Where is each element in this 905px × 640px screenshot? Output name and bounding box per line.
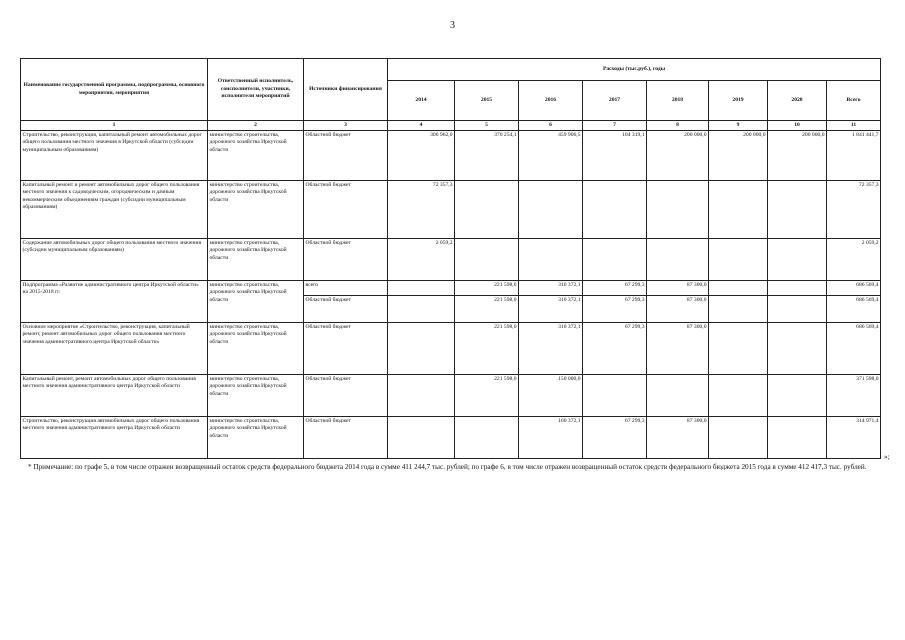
amount-cell	[709, 239, 768, 281]
column-number: 11	[827, 121, 881, 131]
total-cell: 686 569,4	[827, 296, 881, 323]
column-number: 9	[709, 121, 768, 131]
amount-cell	[768, 181, 827, 239]
amount-cell	[768, 281, 827, 296]
amount-cell: 221 598,0	[455, 281, 519, 296]
amount-cell	[768, 417, 827, 459]
column-number: 2	[208, 121, 304, 131]
program-name-cell: Содержание автомобильных дорог общего пользования местного значения (субсидии муниципальным образованиям)	[21, 239, 208, 281]
header-executor: Ответственный исполнитель, соисполнители, участники, исполнители мероприятий	[208, 59, 304, 121]
program-name-cell: Капитальный ремонт, ремонт автомобильных дорог общего пользования местного значения административного центра Иркутской области	[21, 375, 208, 417]
amount-cell	[388, 375, 455, 417]
amount-cell	[768, 239, 827, 281]
amount-cell	[709, 417, 768, 459]
amount-cell	[709, 375, 768, 417]
amount-cell: 160 372,1	[519, 417, 583, 459]
funding-source-cell: Областной бюджет	[304, 181, 388, 239]
amount-cell: 306 962,0	[388, 131, 455, 181]
executor-cell: министерство строительства, дорожного хозяйства Иркутской области	[208, 417, 304, 459]
amount-cell: 310 372,1	[519, 281, 583, 296]
amount-cell: 72 357,3	[388, 181, 455, 239]
table-row	[21, 131, 881, 181]
total-cell: 686 569,4	[827, 323, 881, 375]
header-name: Наименование государственной программы, подпрограммы, основного мероприятия, мероприятия	[21, 59, 208, 121]
amount-cell	[388, 417, 455, 459]
amount-cell	[519, 181, 583, 239]
funding-source-cell: Областной бюджет	[304, 131, 388, 181]
amount-cell: 67 299,3	[583, 323, 647, 375]
amount-cell	[647, 239, 709, 281]
executor-cell: министерство строительства, дорожного хозяйства Иркутской области	[208, 181, 304, 239]
program-name-cell: Капитальный ремонт и ремонт автомобильных дорог общего пользования местного значения к садоводческим, огородническим и дачным некоммерческим объединениям граждан (субсидии муниципальным образованиям)	[21, 181, 208, 239]
amount-cell: 221 598,0	[455, 375, 519, 417]
header-expenses: Расходы (тыс.руб.), годы	[388, 59, 881, 81]
total-cell: 72 357,3	[827, 181, 881, 239]
header-year-2: 2016	[519, 81, 583, 121]
table-row	[21, 417, 881, 459]
footnote: * Примечание: по графе 5, в том числе отражен возвращенный остаток средств федерального бюджета 2014 года в сумме 411 244,7 тыс. рублей; по графе 6, в том числе отражен возвращенный остаток средств федерального бюджета 2015 года в сумме 412 417,3 тыс. рублей.	[28, 463, 867, 471]
amount-cell: 221 598,0	[455, 323, 519, 375]
table-row	[21, 375, 881, 417]
column-number: 8	[647, 121, 709, 131]
header-year-5: 2019	[709, 81, 768, 121]
amount-cell	[768, 375, 827, 417]
amount-cell	[647, 181, 709, 239]
amount-cell	[709, 296, 768, 323]
table-row	[21, 281, 881, 296]
funding-source-cell: Областной бюджет	[304, 239, 388, 281]
amount-cell: 2 059,2	[388, 239, 455, 281]
executor-cell: министерство строительства, дорожного хозяйства Иркутской области	[208, 281, 304, 323]
header-year-3: 2017	[583, 81, 647, 121]
column-number: 3	[304, 121, 388, 131]
executor-cell: министерство строительства, дорожного хозяйства Иркутской области	[208, 323, 304, 375]
column-number: 10	[768, 121, 827, 131]
total-cell: 1 841 441,7	[827, 131, 881, 181]
program-name-cell: Подпрограмма «Развитие административного центра Иркутской области» на 2015-2018 гг.	[21, 281, 208, 323]
amount-cell	[388, 296, 455, 323]
amount-cell	[455, 417, 519, 459]
funding-source-cell: Областной бюджет	[304, 375, 388, 417]
amount-cell: 67 299,3	[583, 417, 647, 459]
closing-quote-mark: »;	[884, 452, 890, 461]
amount-cell: 221 598,0	[455, 296, 519, 323]
amount-cell: 150 000,0	[519, 375, 583, 417]
executor-cell: министерство строительства, дорожного хозяйства Иркутской области	[208, 131, 304, 181]
amount-cell	[768, 323, 827, 375]
amount-cell	[455, 181, 519, 239]
amount-cell: 87 300,0	[647, 417, 709, 459]
executor-cell: министерство строительства, дорожного хозяйства Иркутской области	[208, 375, 304, 417]
column-number: 1	[21, 121, 208, 131]
total-cell: 371 598,0	[827, 375, 881, 417]
amount-cell: 200 000,0	[768, 131, 827, 181]
amount-cell	[768, 296, 827, 323]
funding-source-cell: всего	[304, 281, 388, 296]
header-year-0: 2014	[388, 81, 455, 121]
amount-cell	[709, 281, 768, 296]
header-year-6: 2020	[768, 81, 827, 121]
program-name-cell: Основное мероприятие «Строительство, реконструкция, капитальный ремонт, ремонт автомобильных дорог общего пользования местного значения административного центра Иркутской области»	[21, 323, 208, 375]
amount-cell: 310 372,1	[519, 323, 583, 375]
program-name-cell: Строительство, реконструкция автомобильных дорог общего пользования местного значения административного центра Иркутской области	[21, 417, 208, 459]
header-source: Источники финансирования	[304, 59, 388, 121]
page-number: 3	[450, 20, 455, 31]
amount-cell: 67 299,3	[583, 281, 647, 296]
executor-cell: министерство строительства, дорожного хозяйства Иркутской области	[208, 239, 304, 281]
amount-cell: 87 300,0	[647, 281, 709, 296]
amount-cell: 370 254,1	[455, 131, 519, 181]
amount-cell: 200 000,0	[709, 131, 768, 181]
funding-source-cell: Областной бюджет	[304, 296, 388, 323]
amount-cell	[583, 375, 647, 417]
amount-cell	[647, 375, 709, 417]
amount-cell	[388, 281, 455, 296]
expenditure-table	[20, 58, 881, 459]
header-year-1: 2015	[455, 81, 519, 121]
funding-source-cell: Областной бюджет	[304, 417, 388, 459]
amount-cell	[519, 239, 583, 281]
column-number: 7	[583, 121, 647, 131]
amount-cell: 104 319,1	[583, 131, 647, 181]
funding-source-cell: Областной бюджет	[304, 323, 388, 375]
header-year-7: Всего	[827, 81, 881, 121]
header-year-4: 2018	[647, 81, 709, 121]
amount-cell: 87 300,0	[647, 323, 709, 375]
total-cell: 2 059,2	[827, 239, 881, 281]
amount-cell	[583, 239, 647, 281]
program-name-cell: Строительство, реконструкция, капитальный ремонт автомобильных дорог общего пользования местного значения в Иркутской области (субсидии муниципальным образованиям)	[21, 131, 208, 181]
table-row	[21, 181, 881, 239]
amount-cell	[709, 323, 768, 375]
amount-cell: 87 300,0	[647, 296, 709, 323]
amount-cell	[388, 323, 455, 375]
amount-cell: 310 372,1	[519, 296, 583, 323]
amount-cell: 459 906,5	[519, 131, 583, 181]
column-number: 5	[455, 121, 519, 131]
amount-cell	[583, 181, 647, 239]
amount-cell	[709, 181, 768, 239]
column-number: 4	[388, 121, 455, 131]
table-row	[21, 323, 881, 375]
table-row	[21, 239, 881, 281]
amount-cell	[455, 239, 519, 281]
amount-cell: 67 299,3	[583, 296, 647, 323]
total-cell: 686 569,4	[827, 281, 881, 296]
total-cell: 314 971,4	[827, 417, 881, 459]
amount-cell: 200 000,0	[647, 131, 709, 181]
column-number: 6	[519, 121, 583, 131]
